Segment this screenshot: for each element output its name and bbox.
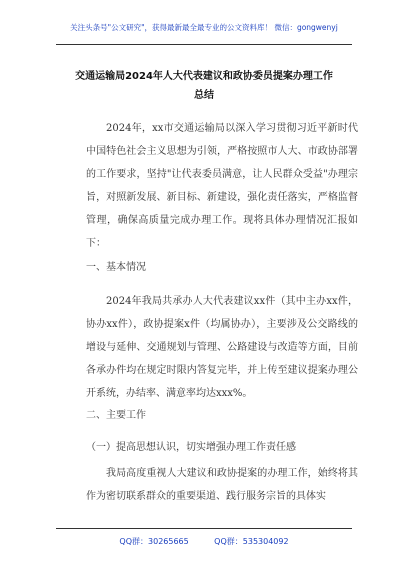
title-line-1: 交通运输局2024年人大代表建议和政协委员提案办理工作 xyxy=(75,71,333,82)
document-title xyxy=(30,67,378,105)
header-banner: 关注头条号"公文研究"，获得最新最全最专业的公文资料库！ 微信：gongwenyj xyxy=(70,23,338,32)
qq-group-2-number: 535304092 xyxy=(242,537,289,546)
intro-paragraph: 2024年，xx市交通运输局以深入学习贯彻习近平新时代中国特色社会主义思想为引领，严格按照市人大、市政协部署的工作要求，坚持"让代表委员满意，让人民群众受益"办理宗旨，对照新发展、新目标、新建设，强化责任落实，严格监督管理，确保高质量完成办理工作。现将具体办理情况汇报如下： xyxy=(86,123,358,249)
qq-group-1-label: QQ群： xyxy=(119,537,149,546)
footer-divider xyxy=(56,528,352,529)
header-divider xyxy=(56,44,352,45)
section-1-body: 2024年我局共承办人大代表建议xx件（其中主办xx件，协办xx件），政协提案x件（均属协办），主要涉及公交路线的增设与延伸、交通规划与管理、公路建设与改造等方面，目前各承办件均在规定时限内答复完毕，并上传至建议提案办理公开系统，办结率、满意率均达xxx%。 xyxy=(86,296,358,399)
qq-group-1-number: 30265665 xyxy=(148,537,189,546)
footer-contact xyxy=(0,536,408,547)
subsection-1-body: 我局高度重视人大建议和政协提案的办理工作，始终将其作为密切联系群众的重要渠道、践行服务宗旨的具体实 xyxy=(86,468,358,502)
title-line-2: 总结 xyxy=(194,90,214,101)
section-2-heading: 二、主要工作 xyxy=(86,410,146,421)
section-1-heading: 一、基本情况 xyxy=(86,262,146,273)
qq-group-2-label: QQ群： xyxy=(214,537,243,546)
subsection-1-heading: （一）提高思想认识，切实增强办理工作责任感 xyxy=(86,442,296,453)
